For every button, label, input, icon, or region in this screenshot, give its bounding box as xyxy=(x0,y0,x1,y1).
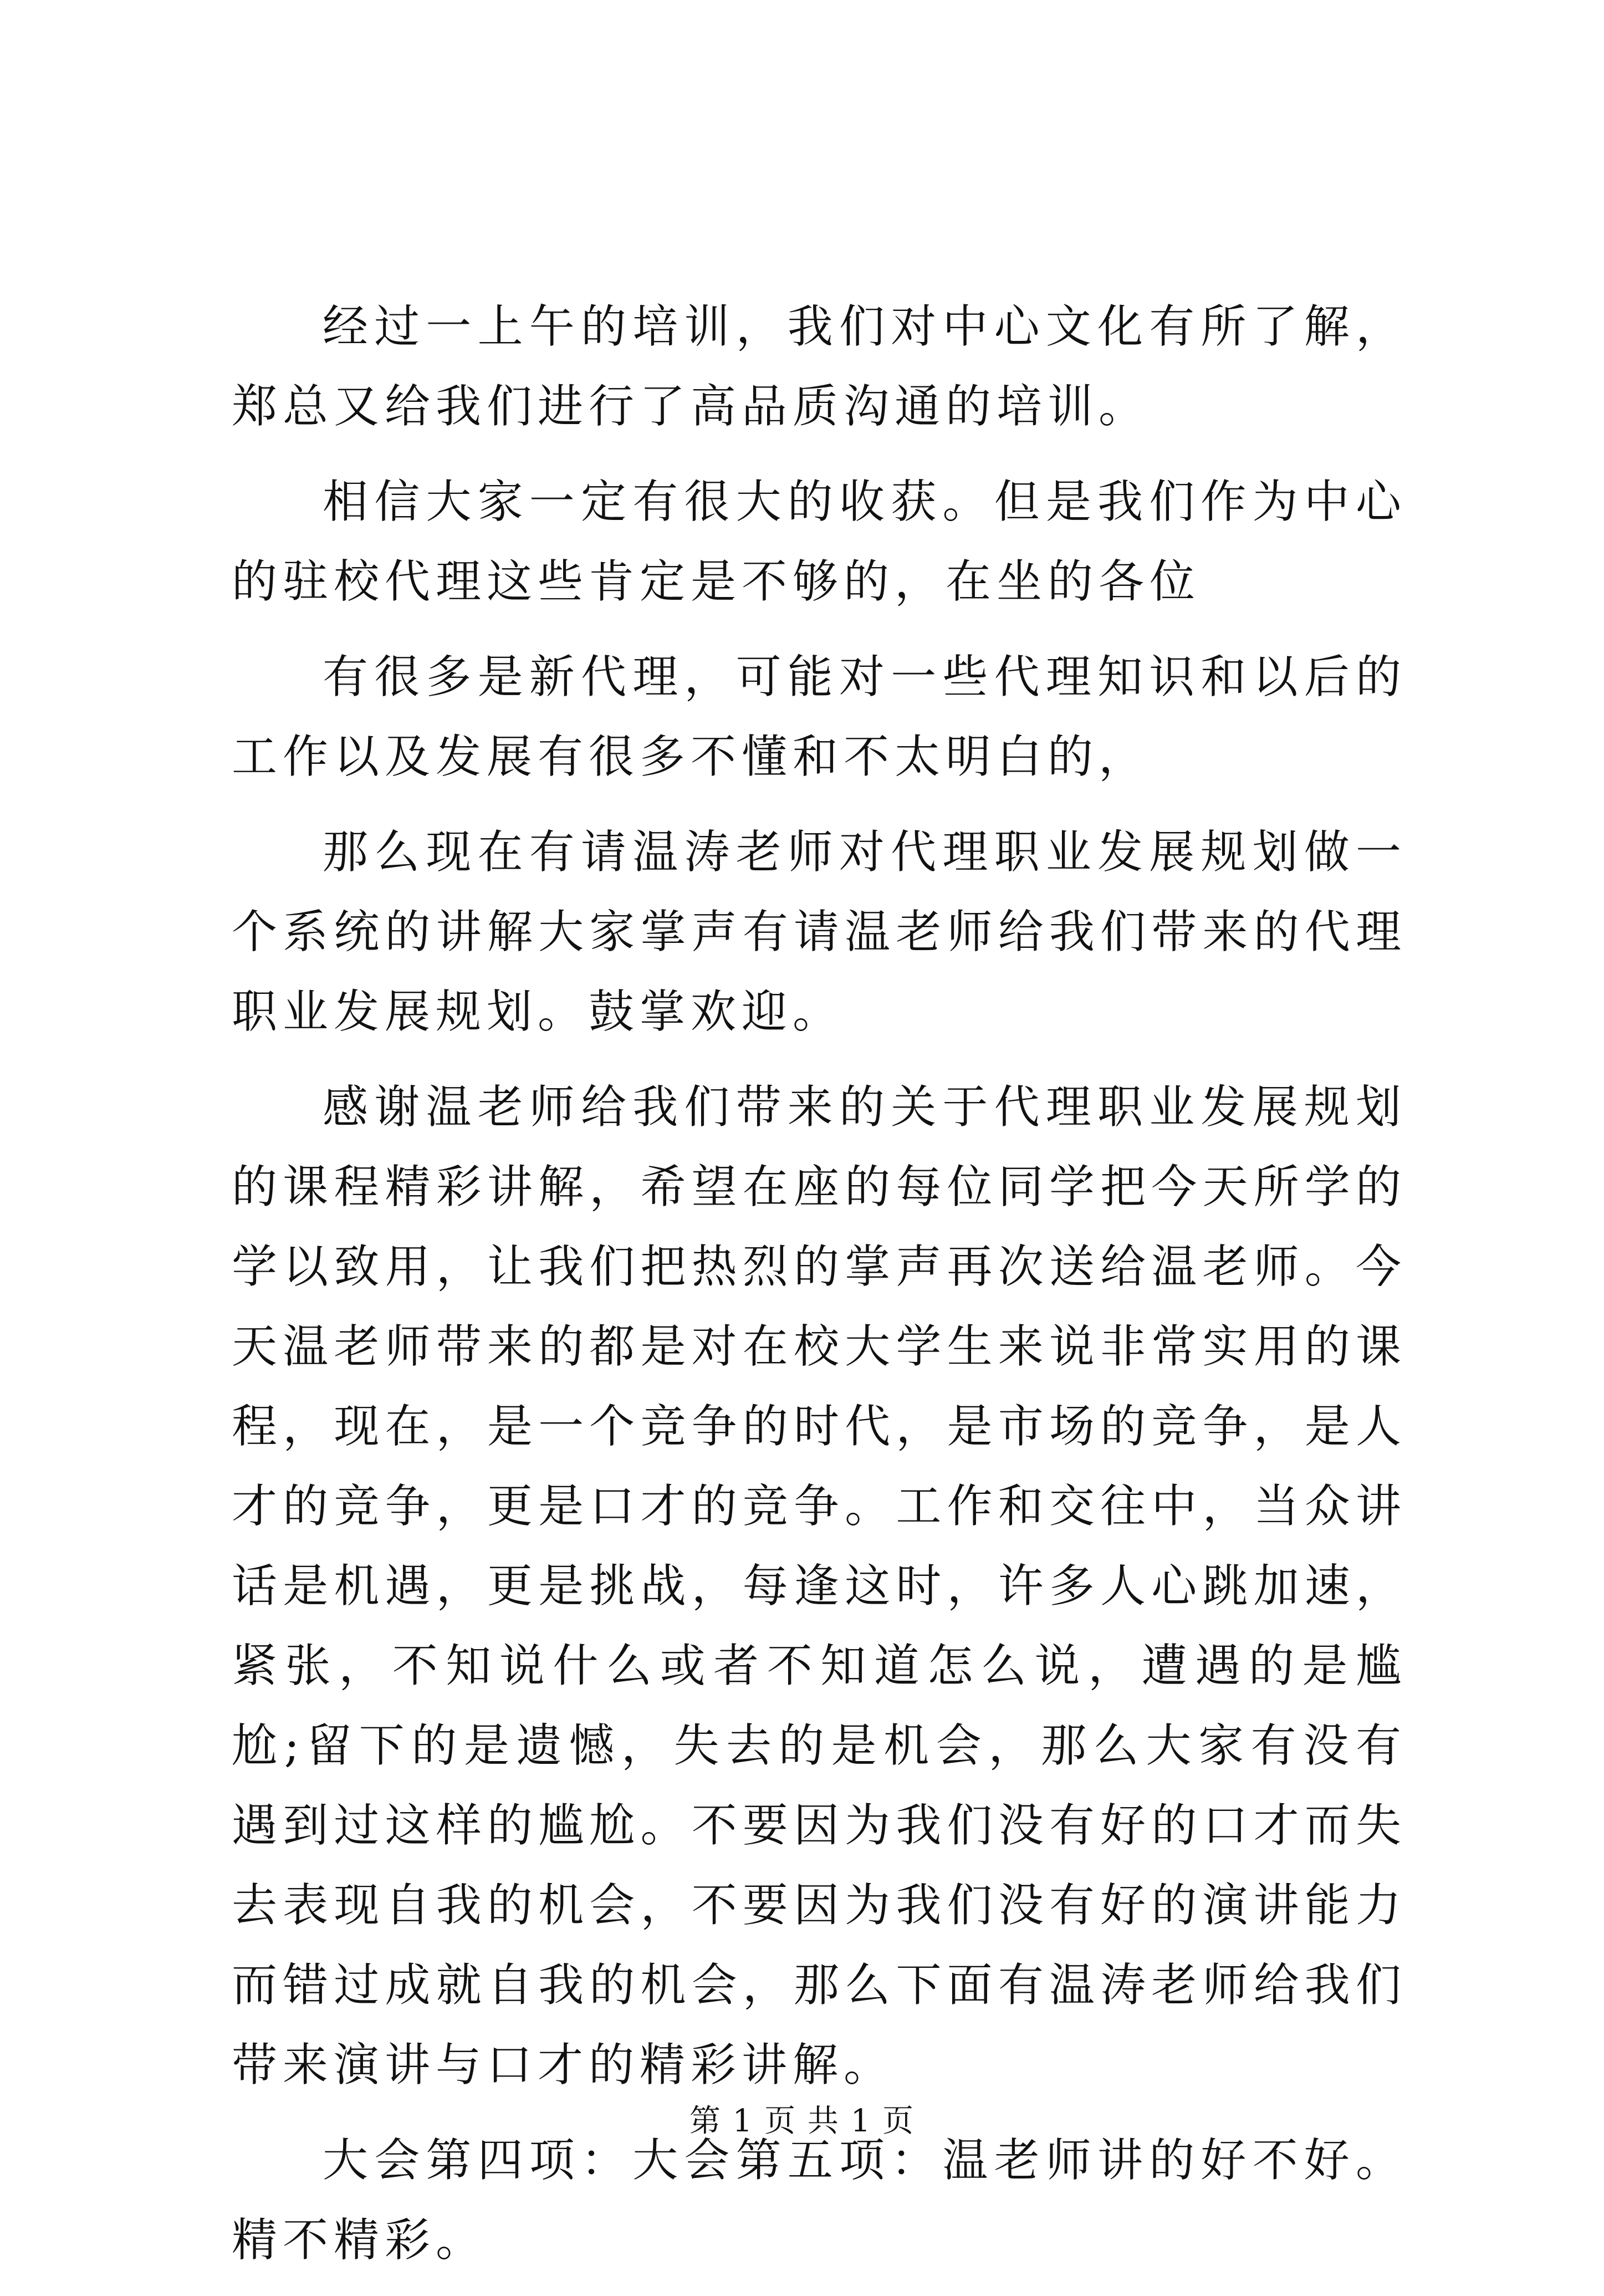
page-footer: 第 1 页 共 1 页 xyxy=(689,2103,915,2139)
paragraph-1: 经过一上午的培训，我们对中心文化有所了解，郑总又给我们进行了高品质沟通的培训。 xyxy=(232,300,1407,433)
paragraph-3: 有很多是新代理，可能对一些代理知识和以后的工作以及发展有很多不懂和不太明白的， xyxy=(232,651,1407,783)
paragraph-4: 那么现在有请温涛老师对代理职业发展规划做一个系统的讲解大家掌声有请温老师给我们带来的代理职业发展规划。鼓掌欢迎。 xyxy=(232,826,1407,1038)
document-body xyxy=(232,287,1407,2296)
paragraph-6: 大会第四项：大会第五项：温老师讲的好不好。精不精彩。 xyxy=(232,2134,1407,2267)
paragraph-2: 相信大家一定有很大的收获。但是我们作为中心的驻校代理这些肯定是不够的，在坐的各位 xyxy=(232,476,1407,608)
paragraph-5: 感谢温老师给我们带来的关于代理职业发展规划的课程精彩讲解，希望在座的每位同学把今天所学的学以致用，让我们把热烈的掌声再次送给温老师。今天温老师带来的都是对在校大学生来说非常实用的课程，现在，是一个竞争的时代，是市场的竞争，是人才的竞争，更是口才的竞争。工作和交往中，当众讲话是机遇，更是挑战，每逢这时，许多人心跳加速，紧张，不知说什么或者不知道怎么说，遭遇的是尴尬;留下的是遗憾，失去的是机会，那么大家有没有遇到过这样的尴尬。不要因为我们没有好的口才而失去表现自我的机会，不要因为我们没有好的演讲能力而错过成就自我的机会，那么下面有温涛老师给我们带来演讲与口才的精彩讲解。 xyxy=(232,1081,1407,2091)
